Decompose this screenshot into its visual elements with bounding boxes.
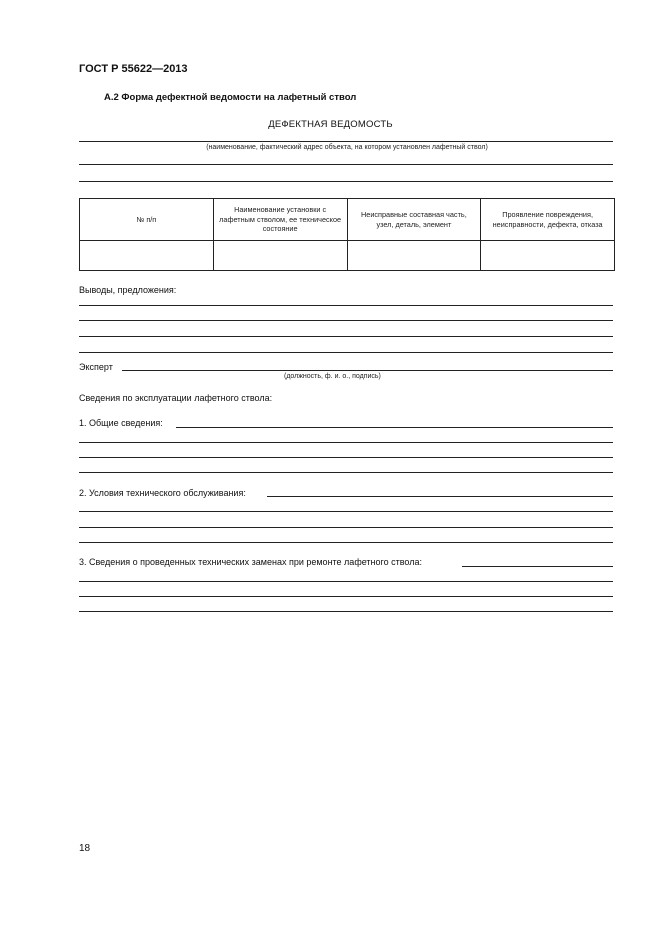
maintenance-label: 2. Условия технического обслуживания: <box>79 488 246 498</box>
conclusions-line[interactable] <box>79 352 613 353</box>
maintenance-line[interactable] <box>79 511 613 512</box>
general-info-line[interactable] <box>176 427 613 428</box>
form-title: ДЕФЕКТНАЯ ВЕДОМОСТЬ <box>268 119 393 130</box>
table-header-cell: Проявление повреждения, неисправности, дефекта, отказа <box>481 199 615 241</box>
expert-caption: (должность, ф. и. о., подпись) <box>284 373 381 380</box>
replacements-line[interactable] <box>79 596 613 597</box>
object-line-2[interactable] <box>79 164 613 165</box>
general-info-line[interactable] <box>79 442 613 443</box>
table-header-cell: Наименование установки с лафетным стволом, ее техническое состояние <box>213 199 347 241</box>
defect-table <box>79 198 615 271</box>
maintenance-line[interactable] <box>79 527 613 528</box>
table-cell[interactable] <box>213 241 347 271</box>
conclusions-label: Выводы, предложения: <box>79 285 177 295</box>
object-caption: (наименование, фактический адрес объекта, на котором установлен лафетный ствол) <box>206 144 488 151</box>
table-header-cell: № п/п <box>80 199 214 241</box>
replacements-line[interactable] <box>462 566 613 567</box>
section-title: А.2 Форма дефектной ведомости на лафетный ствол <box>104 92 357 103</box>
operation-heading: Сведения по эксплуатации лафетного ствола: <box>79 393 273 403</box>
general-info-line[interactable] <box>79 472 613 473</box>
replacements-label: 3. Сведения о проведенных технических заменах при ремонте лафетного ствола: <box>79 557 422 567</box>
page-number: 18 <box>79 843 91 854</box>
expert-line[interactable] <box>122 370 613 371</box>
replacements-line[interactable] <box>79 611 613 612</box>
conclusions-line[interactable] <box>79 305 613 306</box>
table-cell[interactable] <box>347 241 481 271</box>
expert-label: Эксперт <box>79 362 113 372</box>
general-info-line[interactable] <box>79 457 613 458</box>
document-header: ГОСТ Р 55622—2013 <box>79 63 188 75</box>
object-line-3[interactable] <box>79 181 613 182</box>
conclusions-line[interactable] <box>79 320 613 321</box>
table-cell[interactable] <box>481 241 615 271</box>
maintenance-line[interactable] <box>267 496 613 497</box>
replacements-line[interactable] <box>79 581 613 582</box>
conclusions-line[interactable] <box>79 336 613 337</box>
general-info-label: 1. Общие сведения: <box>79 418 163 428</box>
maintenance-line[interactable] <box>79 542 613 543</box>
table-cell[interactable] <box>80 241 214 271</box>
object-name-line[interactable] <box>79 141 613 142</box>
table-header-cell: Неисправные составная часть, узел, деталь, элемент <box>347 199 481 241</box>
